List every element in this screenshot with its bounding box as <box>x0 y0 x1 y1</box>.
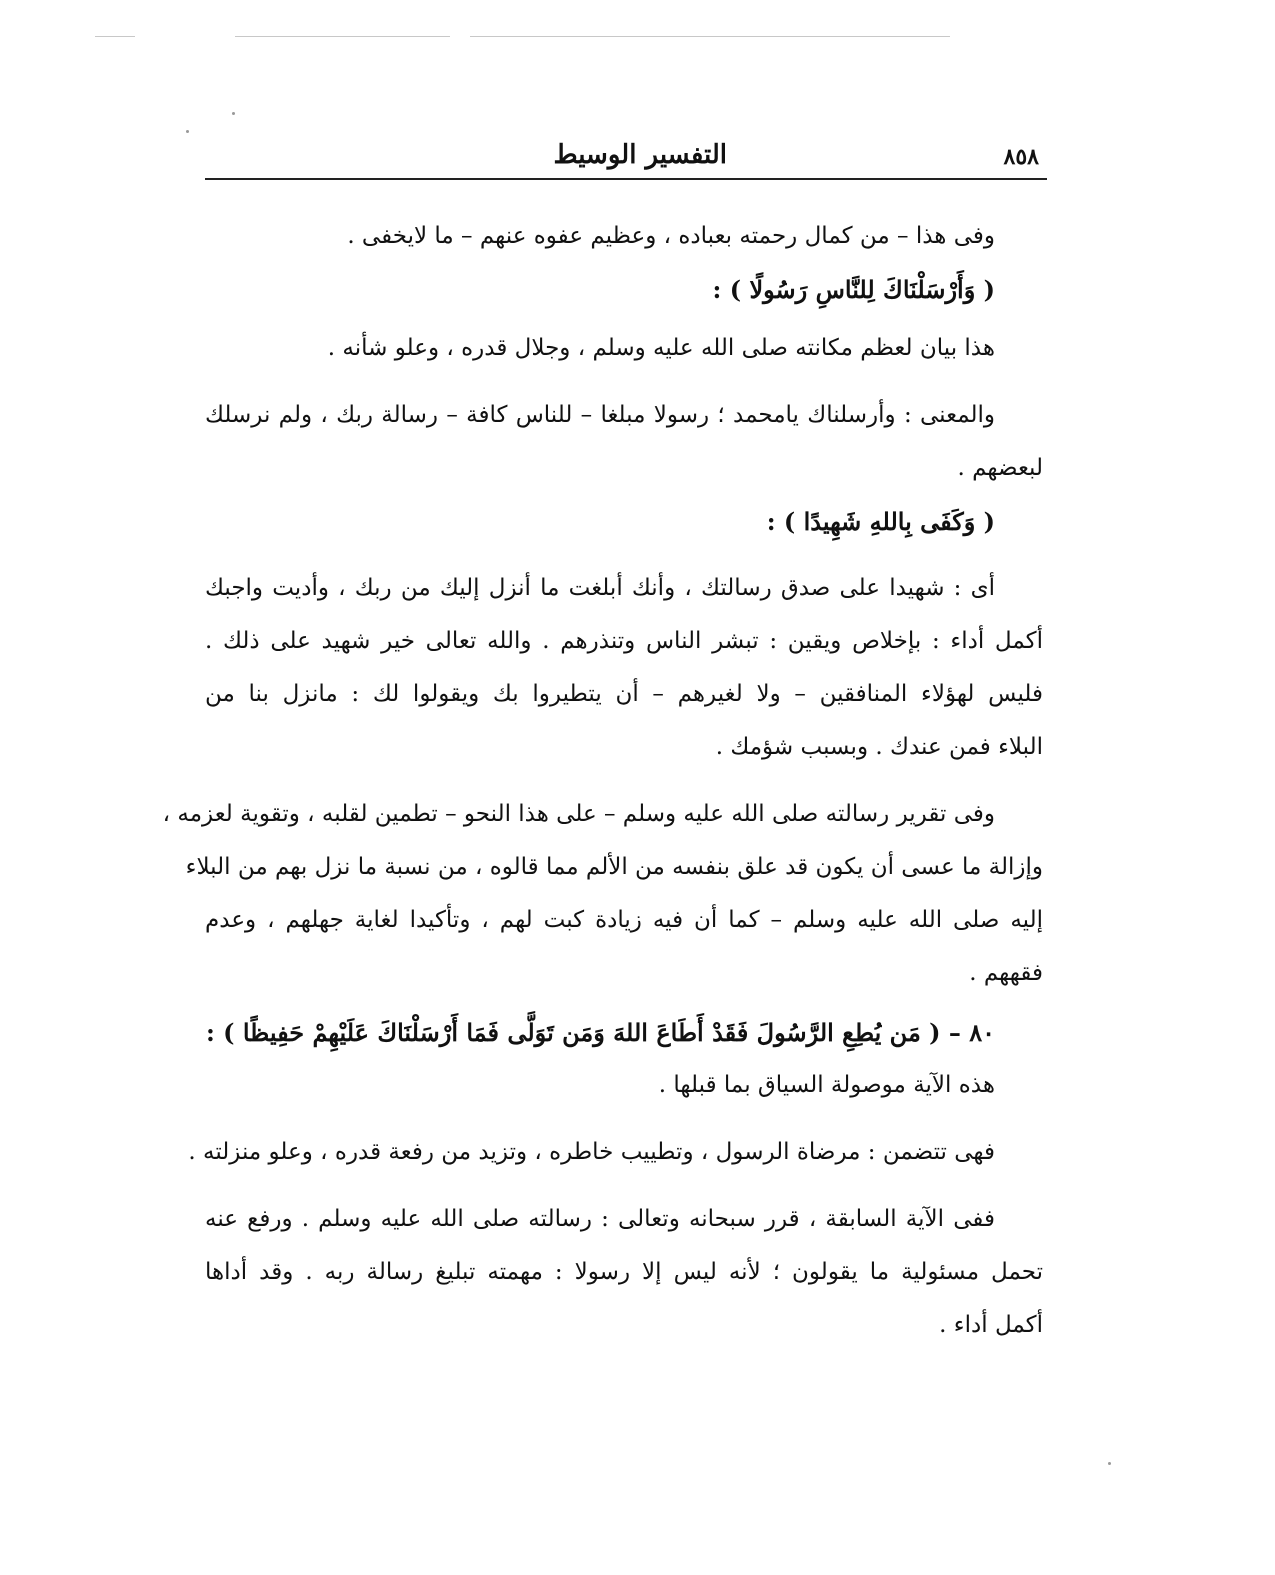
text-line: فقههم . <box>969 960 1043 986</box>
quran-verse: ( وَأَرْسَلْنَاكَ لِلنَّاسِ رَسُولًا ) : <box>712 275 995 304</box>
text-line: وإزالة ما عسى أن يكون قد علق بنفسه من الألم مما قالوه ، من نسبة ما نزل بهم من البلاء <box>185 854 1043 880</box>
text-line: أكمل أداء . <box>939 1312 1043 1338</box>
scan-artifact-line <box>235 36 450 37</box>
scan-speck <box>1108 1462 1111 1465</box>
text-line: أى : شهيدا على صدق رسالتك ، وأنك أبلغت ما أنزل إليك من ربك ، وأديت واجبك <box>205 575 995 601</box>
paragraph <box>205 389 1043 495</box>
quran-verse: ( وَكَفَى بِاللهِ شَهِيدًا ) : <box>766 507 995 536</box>
text-line: والمعنى : وأرسلناك يامحمد ؛ رسولا مبلغا – للناس كافة – رسالة ربك ، ولم نرسلك <box>205 402 995 428</box>
paragraph <box>205 1193 1043 1352</box>
paragraph <box>162 788 1043 1000</box>
paragraph <box>205 1059 1043 1112</box>
paragraph <box>205 562 1043 774</box>
page-number: ٨٥٨ <box>1003 144 1039 170</box>
text-line: وفى تقرير رسالته صلى الله عليه وسلم – على هذا النحو – تطمين لقلبه ، وتقوية لعزمه ، <box>162 801 995 827</box>
paragraph <box>188 1126 1043 1179</box>
scan-speck <box>232 112 235 115</box>
scan-artifact-line <box>470 36 950 37</box>
text-line: أكمل أداء : بإخلاص ويقين : تبشر الناس وتنذرهم . والله تعالى خير شهيد على ذلك . <box>205 628 1043 654</box>
text-line: وفى هذا – من كمال رحمته بعباده ، وعظيم عفوه عنهم – ما لايخفى . <box>347 223 995 249</box>
quran-verse-80: ٨٠ – ( مَن يُطِعِ الرَّسُولَ فَقَدْ أَطَاعَ اللهَ وَمَن تَوَلَّى فَمَا أَرْسَلْنَاكَ عَلَيْهِمْ حَفِيظًا ) : <box>205 1018 995 1047</box>
header-rule <box>205 178 1047 180</box>
text-line: إليه صلى الله عليه وسلم – كما أن فيه زيادة كبت لهم ، وتأكيدا لغاية جهلهم ، وعدم <box>205 907 1043 933</box>
page-header <box>205 140 1047 180</box>
text-line: ففى الآية السابقة ، قرر سبحانه وتعالى : رسالته صلى الله عليه وسلم . ورفع عنه <box>205 1206 995 1232</box>
text-line: البلاء فمن عندك . وبسبب شؤمك . <box>715 734 1043 760</box>
running-title: التفسير الوسيط <box>553 140 727 170</box>
text-line: لبعضهم . <box>957 455 1043 481</box>
text-line: فهى تتضمن : مرضاة الرسول ، وتطييب خاطره ، وتزيد من رفعة قدره ، وعلو منزلته . <box>188 1139 995 1165</box>
text-line: هذا بيان لعظم مكانته صلى الله عليه وسلم ، وجلال قدره ، وعلو شأنه . <box>327 335 995 361</box>
paragraph <box>205 322 1043 375</box>
scan-speck <box>186 130 189 133</box>
scan-artifact-line <box>95 36 135 37</box>
text-line: تحمل مسئولية ما يقولون ؛ لأنه ليس إلا رسولا : مهمته تبليغ رسالة ربه . وقد أداها <box>205 1259 1043 1285</box>
body-text <box>162 210 1043 1352</box>
paragraph <box>205 210 1043 263</box>
text-line: فليس لهؤلاء المنافقين – ولا لغيرهم – أن يتطيروا بك ويقولوا لك : مانزل بنا من <box>205 681 1043 707</box>
text-line: هذه الآية موصولة السياق بما قبلها . <box>658 1072 995 1098</box>
